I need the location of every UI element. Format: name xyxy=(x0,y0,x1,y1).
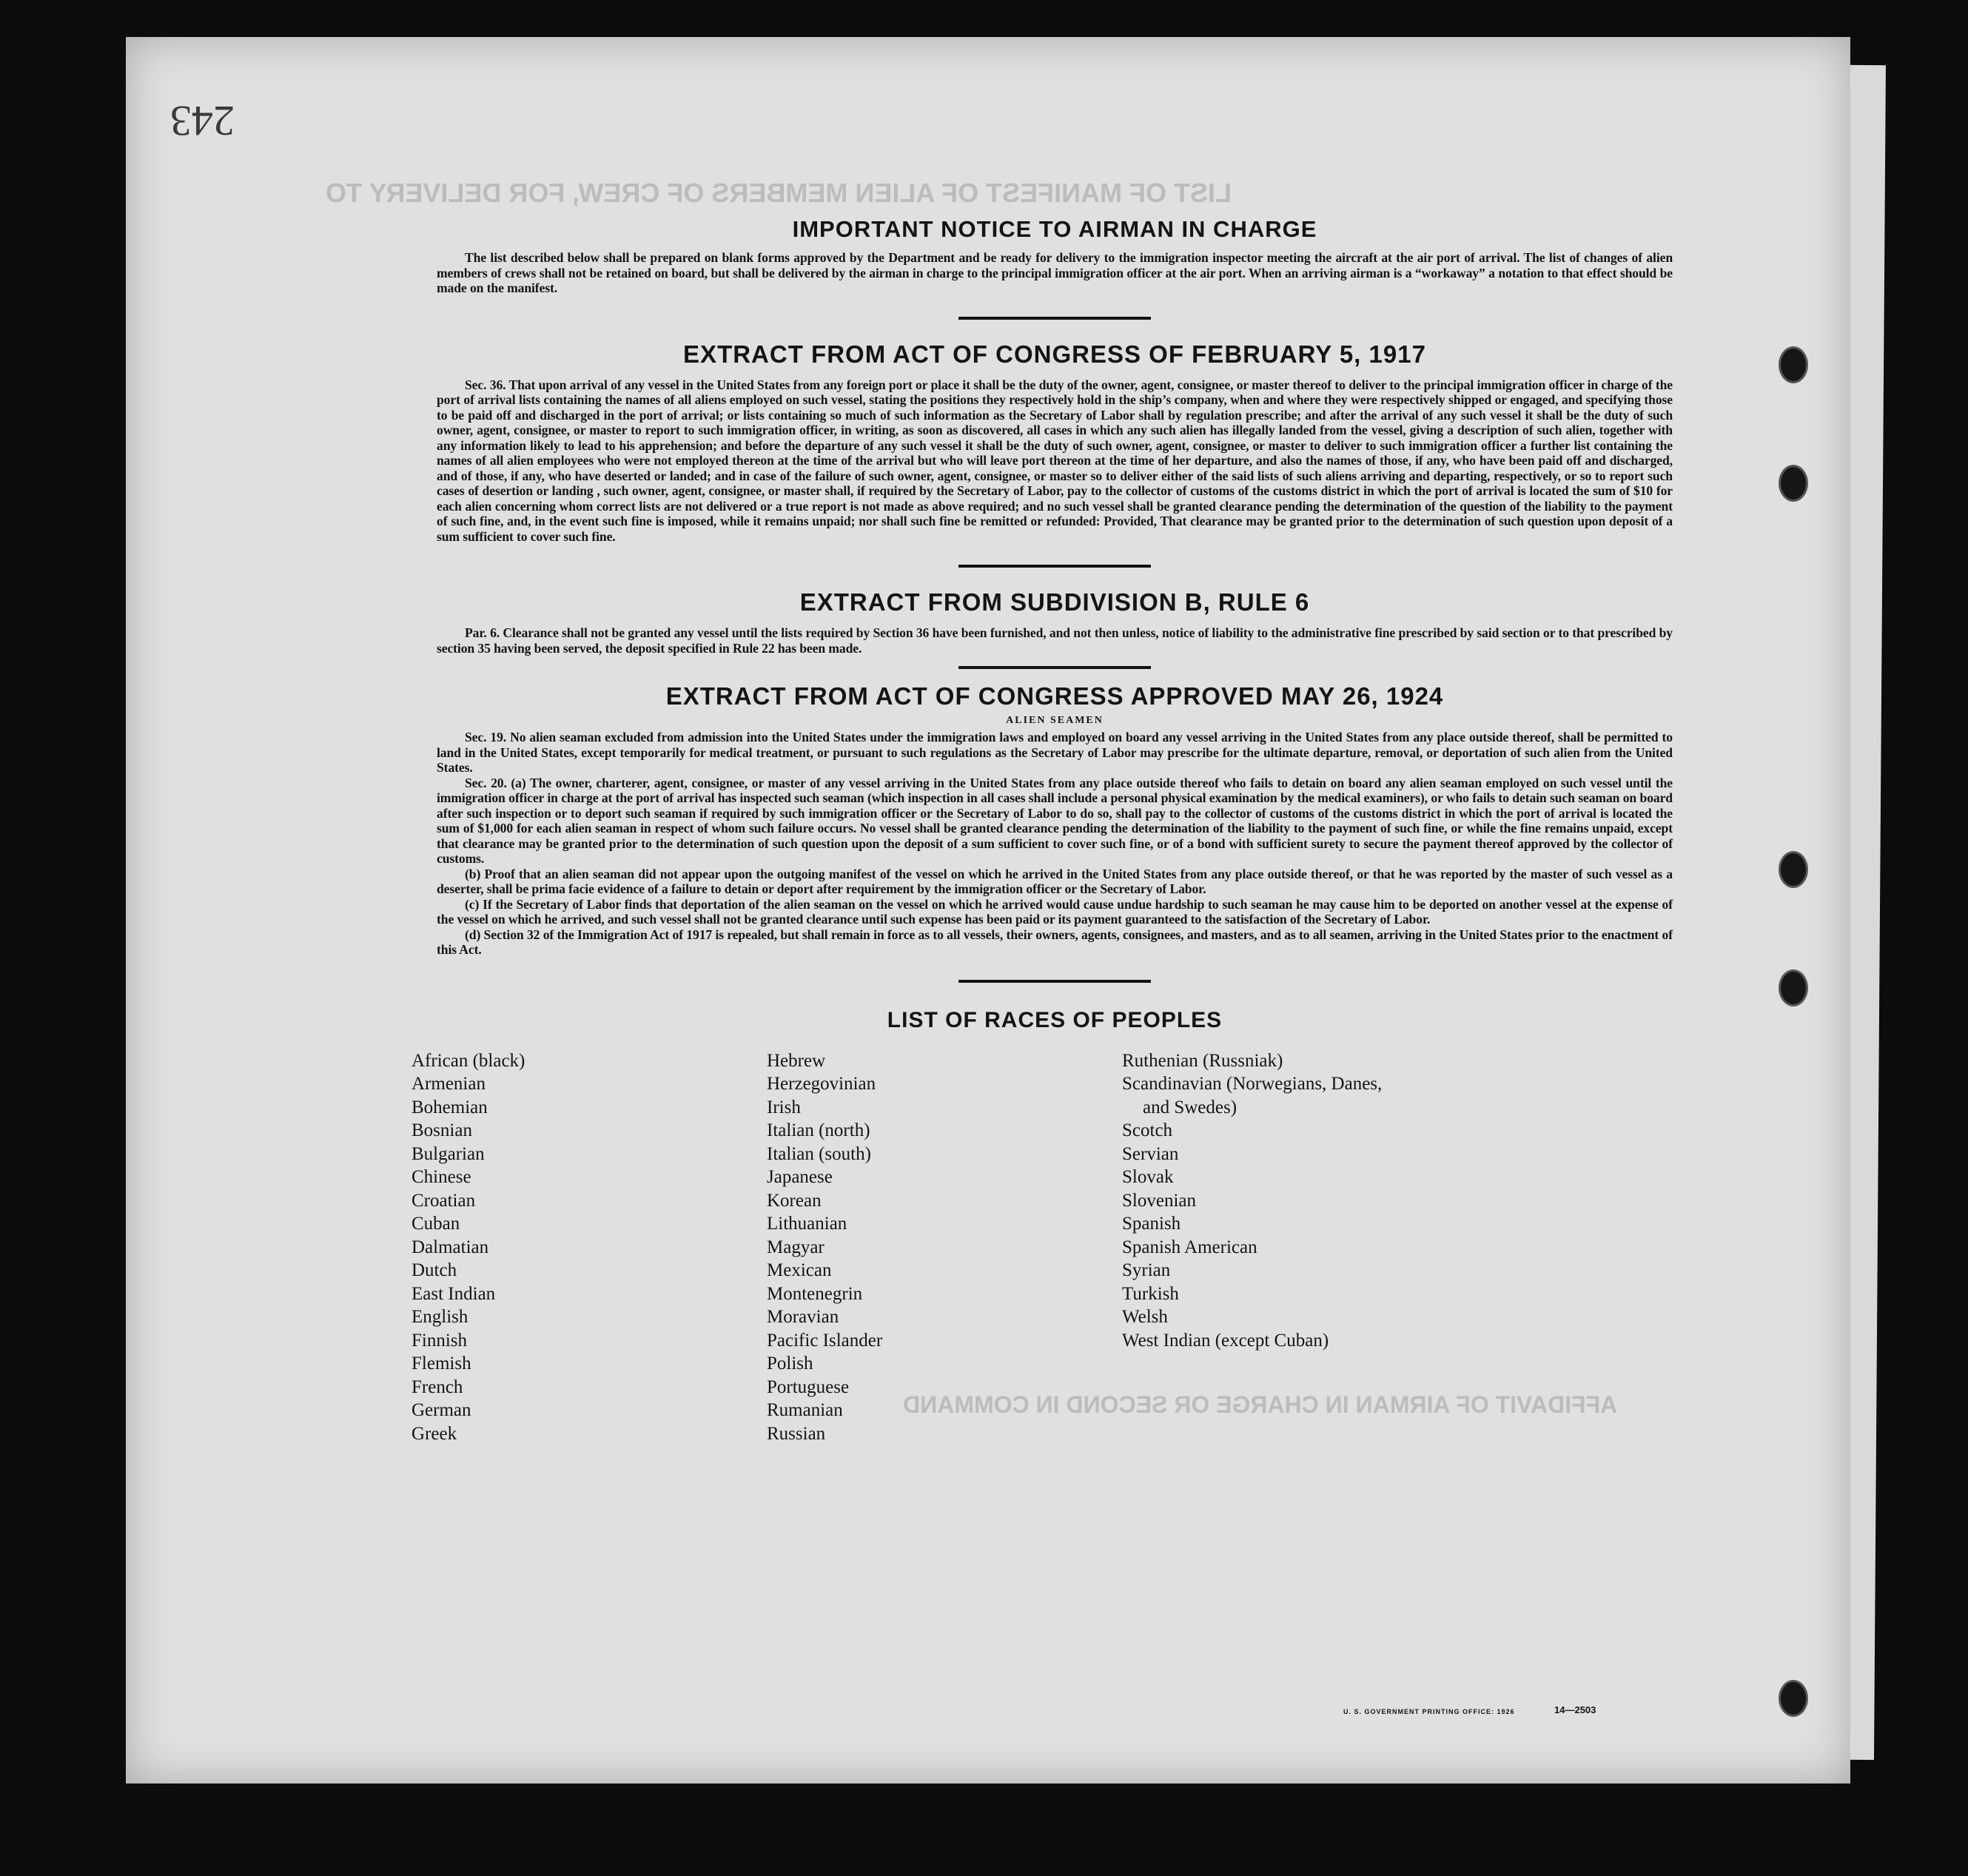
race-item: Russian xyxy=(767,1423,826,1444)
race-item: Dutch xyxy=(412,1260,457,1280)
races-list xyxy=(412,1049,1673,1446)
races-title: LIST OF RACES OF PEOPLES xyxy=(887,1007,1223,1032)
race-item: and Swedes) xyxy=(1143,1097,1237,1117)
race-item: Bosnian xyxy=(412,1120,472,1140)
race-item: Flemish xyxy=(412,1354,471,1374)
race-item: Croatian xyxy=(412,1190,476,1211)
binder-hole xyxy=(1779,346,1808,383)
page-number: 243 xyxy=(170,97,235,145)
notice-text: The list described below shall be prepared on blank forms approved by the Department and be ready for delivery to the immigration inspector meeting the aircraft at the air port of arrival. The list of changes of alien members of crews shall not be retained on board, but shall be delivered by the airman in charge to the principal immigration officer at the air port. When an arriving airman is a “workaway” a notation to that effect should be made on the manifest. xyxy=(437,250,1673,295)
race-item: Scandinavian (Norwegians, Danes, xyxy=(1122,1074,1383,1094)
race-item: East Indian xyxy=(412,1283,496,1304)
race-item: Ruthenian (Russniak) xyxy=(1122,1050,1283,1071)
race-item: Servian xyxy=(1122,1143,1179,1164)
race-item: Lithuanian xyxy=(767,1214,847,1234)
race-item: Scotch xyxy=(1122,1120,1173,1140)
race-item: English xyxy=(412,1307,469,1327)
race-item: Korean xyxy=(767,1190,822,1211)
race-item: Japanese xyxy=(767,1167,833,1187)
race-item: Magyar xyxy=(767,1237,825,1257)
race-item: Bulgarian xyxy=(412,1143,485,1164)
race-item: Bohemian xyxy=(412,1097,488,1117)
binder-hole xyxy=(1779,1680,1808,1717)
act-1924-subtitle: ALIEN SEAMEN xyxy=(1006,715,1104,726)
race-item: Mexican xyxy=(767,1260,832,1280)
race-item: Pacific Islander xyxy=(767,1330,883,1351)
bleed-through-affidavit: AFFIDAVIT OF AIRMAN IN CHARGE OR SECOND IN COMMAND xyxy=(903,1391,1618,1418)
divider xyxy=(958,565,1151,568)
race-item: Welsh xyxy=(1122,1307,1168,1327)
form-number: 14—2503 xyxy=(1554,1704,1596,1715)
binder-hole xyxy=(1779,851,1808,888)
races-column xyxy=(1122,1049,1477,1446)
race-item: African (black) xyxy=(412,1050,525,1071)
race-item: Greek xyxy=(412,1423,457,1444)
act-1924-paragraph: (d) Section 32 of the Immigration Act of 1917 is repealed, but shall remain in force as to all vessels, their owners, agents, consignees, and masters, and as to all seamen, arriving in the United States prior to the enactment of this Act. xyxy=(437,927,1673,957)
act-1924-paragraph: (b) Proof that an alien seaman did not appear upon the outgoing manifest of the vessel on which he arrived in the United States from any place outside thereof, or that he was reported by the master of such vessel as a deserter, shall be prima facie evidence of a failure to detain or deport after requirement by the immigration officer or the Secretary of Labor. xyxy=(437,866,1673,896)
subdivision-b-text: Par. 6. Clearance shall not be granted any vessel until the lists required by Section 36 have been furnished, and not then unless, notice of liability to the administrative fine prescribed by said section or to that prescribed by section 35 having been served, the deposit specified in Rule 22 has been made. xyxy=(437,625,1673,656)
act-1924-title: EXTRACT FROM ACT OF CONGRESS APPROVED MAY 26, 1924 xyxy=(665,682,1444,710)
act-1924-paragraph: Sec. 20. (a) The owner, charterer, agent, consignee, or master of any vessel arriving in the United States from any place outside thereof who fails to detain on board any alien seaman employed on such vessel until the immigration officer in charge at the port of arrival has inspected such seaman (which inspection in all cases shall include a personal physical examination by the medical examiners), or who fails to detain such seaman on board after such inspection or to deport such seaman if required by such immigration officer or the Secretary of Labor to do so, shall pay to the collector of customs of the customs district in which the port of arrival is located the sum of $1,000 for each alien seaman in respect of whom such failure occurs. No vessel shall be granted clearance pending the determination of the liability to the payment of such fine, or while the fine remains unpaid, except that clearance may be granted prior to the determination of such question upon the deposit of a sum sufficient to cover such fine, or of a bond with sufficient surety to secure the payment thereof approved by the collector of customs. xyxy=(437,775,1673,866)
race-item: Dalmatian xyxy=(412,1237,489,1257)
race-item: Cuban xyxy=(412,1214,460,1234)
race-item: Slovenian xyxy=(1122,1190,1196,1211)
race-item: Rumanian xyxy=(767,1400,843,1420)
race-item: Spanish American xyxy=(1122,1237,1257,1257)
race-item: French xyxy=(412,1376,463,1397)
act-1917-text: Sec. 36. That upon arrival of any vessel in the United States from any foreign port or place it shall be the duty of the owner, agent, consignee, or master thereof to deliver to the principal immigration officer in charge of the port of arrival lists containing the names of all aliens employed on such vessel, stating the positions they respectively hold in the ship’s company, when and where they were respectively shipped or engaged, and specifying those to be paid off and discharged in the port of arrival; or lists containing so much of such information as the Secretary of Labor shall by regulation prescribe; and after the arrival of any such vessel it shall be the duty of such owner, agent, consignee, or master to report to such immigration officer, in writing, as soon as discovered, all cases in which any such alien has illegally landed from the vessel, giving a description of such alien, together with any information likely to lead to his apprehension; and before the departure of any such vessel it shall be the duty of such owner, agent, consignee, or master to deliver to such immigration officer a further list containing the names of all alien employees who were not employed thereon at the time of the arrival but who will leave port thereon at the time of her departure, and also the names of those, if any, who have been paid off and discharged, and of those, if any, who have deserted or landed; and in case of the failure of such owner, agent, consignee, or master so to deliver either of the said lists of such aliens arriving and departing, respectively, or so to report such cases of desertion or landing , such owner, agent, consignee, or master shall, if required by the Secretary of Labor, pay to the collector of customs of the customs district in which the port of arrival is located the sum of $10 for each alien concerning whom correct lists are not delivered or a true report is not made as above required; and no such vessel shall be granted clearance pending the determination of the question of the liability to the payment of such fine, and, in the event such fine is imposed, while it remains unpaid; nor shall such fine be remitted or refunded: Provided, That clearance may be granted prior to the determination of such question upon deposit of a sum sufficient to cover such fine. xyxy=(437,377,1673,544)
act-1924-paragraph: Sec. 19. No alien seaman excluded from admission into the United States under the immigration laws and employed on board any vessel arriving in the United States from any place outside thereof, shall be permitted to land in the United States, except temporarily for medical treatment, or pursuant to such regulations as the Secretary of Labor may prescribe for the ultimate departure, removal, or deportation of such alien from the United States. xyxy=(437,730,1673,775)
notice-title: IMPORTANT NOTICE TO AIRMAN IN CHARGE xyxy=(792,216,1317,242)
race-item: West Indian (except Cuban) xyxy=(1122,1330,1329,1351)
printer-imprint: U. S. GOVERNMENT PRINTING OFFICE: 1926 xyxy=(1343,1708,1515,1715)
binder-hole xyxy=(1779,465,1808,502)
race-item: Irish xyxy=(767,1097,801,1117)
race-item: Moravian xyxy=(767,1307,839,1327)
race-item: Italian (north) xyxy=(767,1120,870,1140)
notice-content xyxy=(412,172,1673,1445)
race-item: Herzegovinian xyxy=(767,1074,876,1094)
subdivision-b-title: EXTRACT FROM SUBDIVISION B, RULE 6 xyxy=(799,588,1310,616)
bleed-through-heading: LIST OF MANIFEST OF ALIEN MEMBERS OF CREW, FOR DELIVERY TO xyxy=(326,178,1232,208)
race-item: Turkish xyxy=(1122,1283,1179,1304)
race-item: Armenian xyxy=(412,1074,486,1094)
binder-hole xyxy=(1779,969,1808,1006)
race-item: Portuguese xyxy=(767,1376,850,1397)
divider xyxy=(958,317,1151,320)
race-item: Chinese xyxy=(412,1167,471,1187)
act-1924-paragraph: (c) If the Secretary of Labor finds that deportation of the alien seaman on the vessel on which he arrived would cause undue hardship to such seaman he may cause him to be deported on another vessel at the expense of the vessel on which he arrived, and such vessel shall not be granted clearance until such expense has been paid or its payment guaranteed to the satisfaction of the Secretary of Labor. xyxy=(437,896,1673,927)
race-item: Spanish xyxy=(1122,1214,1181,1234)
race-item: Montenegrin xyxy=(767,1283,863,1304)
races-column xyxy=(412,1049,767,1446)
race-item: Polish xyxy=(767,1354,813,1374)
race-item: Italian (south) xyxy=(767,1143,871,1164)
race-item: Syrian xyxy=(1122,1260,1171,1280)
races-column xyxy=(767,1049,1122,1446)
race-item: Finnish xyxy=(412,1330,468,1351)
race-item: Slovak xyxy=(1122,1167,1174,1187)
race-item: Hebrew xyxy=(767,1050,826,1071)
divider xyxy=(958,980,1151,983)
act-1917-title: EXTRACT FROM ACT OF CONGRESS OF FEBRUARY 5, 1917 xyxy=(683,340,1426,368)
document-page xyxy=(126,37,1850,1783)
race-item: German xyxy=(412,1400,471,1420)
divider xyxy=(958,666,1151,669)
